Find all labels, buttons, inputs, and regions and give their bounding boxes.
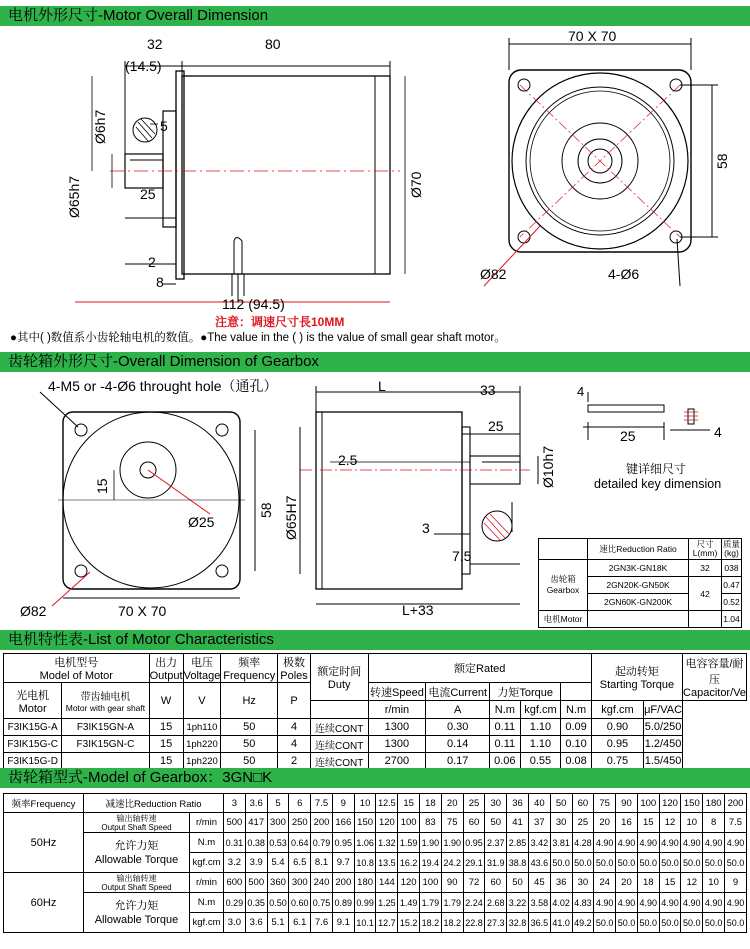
gb-ratio-cell: 12.5 — [376, 794, 398, 813]
mc-u-hz: Hz — [221, 683, 278, 719]
mc-h-speed: 转速Speed — [368, 683, 426, 701]
gb-ratio-cell: 150 — [681, 794, 703, 813]
gb-nm-cell: 3.42 — [528, 833, 550, 853]
gb-kgf-cell: 50.0 — [594, 913, 616, 933]
gb-freq-cell: 50Hz — [4, 813, 84, 873]
mc-u-kgf2: kgf.cm — [591, 701, 643, 719]
gb-kgf-cell: 3.9 — [245, 853, 267, 873]
gb-dim-L: L — [378, 378, 386, 394]
mc-u-w: W — [149, 683, 183, 719]
gb-speed-cell: 120 — [398, 873, 420, 893]
dim-4-6: 4-Ø6 — [608, 266, 640, 282]
gb-ratio-cell: 7.5 — [311, 794, 333, 813]
gb-kgf-cell: 5.4 — [267, 853, 289, 873]
gb-speed-cell: 16 — [616, 813, 638, 833]
gb-ratio-cell: 40 — [528, 794, 550, 813]
dim-70-dia: Ø70 — [408, 171, 424, 198]
gb-speed-cell: 180 — [354, 873, 376, 893]
gb-speed-cell: 20 — [594, 813, 616, 833]
gb-speed-cell: 417 — [245, 813, 267, 833]
gb-nm-cell: 4.90 — [724, 893, 746, 913]
gb-nm-cell: 0.38 — [245, 833, 267, 853]
gb-nm-cell: 0.29 — [224, 893, 246, 913]
gb-ratio-cell: 60 — [572, 794, 594, 813]
mc-h-voltage: 电压 Voltage — [183, 654, 221, 683]
mc-u-v: V — [183, 683, 221, 719]
gb-kgf-cell: 43.6 — [528, 853, 550, 873]
dim-5: 5 — [160, 118, 168, 134]
gb-ratio-cell: 100 — [637, 794, 659, 813]
gb-torque-label: 允许力矩 Allowable Torque — [84, 893, 190, 933]
gb-nm-cell: 4.83 — [572, 893, 594, 913]
gb-kgf-cell: 9.1 — [332, 913, 354, 933]
gb-nm-cell: 3.22 — [507, 893, 529, 913]
section-title-motor-characteristics: 电机特性表-List of Motor Characteristics — [0, 630, 750, 650]
gb-kgf-cell: 50.0 — [703, 913, 725, 933]
gb-speed-cell: 150 — [354, 813, 376, 833]
gb-speed-cell: 18 — [637, 873, 659, 893]
gb-kgf-cell: 18.2 — [441, 913, 463, 933]
gb-kgf-cell: 6.1 — [289, 913, 311, 933]
dim-112: 112 (94.5) — [222, 296, 285, 312]
gb-kgf-cell: 49.2 — [572, 913, 594, 933]
gb-dim-70x70: 70 X 70 — [118, 603, 167, 619]
gb-ratio-cell: 36 — [507, 794, 529, 813]
gb-nm-cell: 4.90 — [594, 833, 616, 853]
spec-h-size: 尺寸 L(mm) — [689, 539, 722, 560]
gb-kgf-cell: 7.6 — [311, 913, 333, 933]
gb-dim-L33: L+33 — [402, 602, 434, 618]
key-detail-en: detailed key dimension — [594, 477, 722, 491]
gb-nm-cell: 0.64 — [289, 833, 311, 853]
gb-kgf-cell: 50.0 — [637, 853, 659, 873]
gb-nm-cell: 1.90 — [420, 833, 442, 853]
gb-speed-cell: 30 — [572, 873, 594, 893]
gb-nm-cell: 1.32 — [376, 833, 398, 853]
gb-nm-cell: 0.53 — [267, 833, 289, 853]
gb-dim-25-dia: Ø25 — [188, 514, 215, 530]
spec-ratio-2: 2GN20K-GN50K — [588, 577, 689, 594]
gb-speed-label: 输出轴转速 Output Shaft Speed — [84, 813, 190, 833]
gb-unit-kgf: kgf.cm — [190, 853, 224, 873]
gb-nm-cell: 0.79 — [311, 833, 333, 853]
gb-kgf-cell: 3.2 — [224, 853, 246, 873]
spec-ratio-1: 2GN3K-GN18K — [588, 560, 689, 577]
gb-nm-cell: 2.85 — [507, 833, 529, 853]
spec-h-weight: 质量 (kg) — [723, 539, 741, 558]
gb-dim-82: Ø82 — [20, 603, 47, 619]
gb-ratio-cell: 5 — [267, 794, 289, 813]
mc-h-frequency: 频率 Frequency — [221, 654, 278, 683]
gb-ratio-cell: 25 — [463, 794, 485, 813]
gb-speed-cell: 200 — [311, 813, 333, 833]
mc-u-a: A — [426, 701, 490, 719]
section-title-motor-dimension: 电机外形尺寸-Motor Overall Dimension — [0, 6, 750, 26]
gb-ratio-cell: 15 — [398, 794, 420, 813]
gb-nm-cell: 0.31 — [224, 833, 246, 853]
gb-kgf-cell: 16.2 — [398, 853, 420, 873]
gb-ratio-cell: 6 — [289, 794, 311, 813]
gb-speed-cell: 100 — [420, 873, 442, 893]
gb-kgf-cell: 12.7 — [376, 913, 398, 933]
gb-unit-nm: N.m — [190, 893, 224, 913]
gb-nm-cell: 1.79 — [420, 893, 442, 913]
key-detail-cn: 键详细尺寸 — [626, 462, 687, 476]
gb-speed-cell: 41 — [507, 813, 529, 833]
gb-speed-cell: 600 — [224, 873, 246, 893]
mc-u-p: P — [278, 683, 311, 719]
gb-speed-cell: 9 — [724, 873, 746, 893]
gb-nm-cell: 4.90 — [637, 893, 659, 913]
gb-speed-cell: 20 — [616, 873, 638, 893]
gb-speed-cell: 144 — [376, 873, 398, 893]
dim-6h7: Ø6h7 — [92, 109, 108, 144]
mc-h-optical: 光电机 Motor — [4, 683, 62, 719]
gb-kgf-cell: 50.0 — [681, 853, 703, 873]
mc-row: F3IK15G-D 15 1ph220 50 2 连续CONT 2700 0.17 0.06 0.55 0.08 0.75 1.5/450 — [4, 753, 747, 770]
gb-ratio-cell: 20 — [441, 794, 463, 813]
gb-speed-cell: 12 — [681, 873, 703, 893]
gb-nm-cell: 1.25 — [376, 893, 398, 913]
bracket-value-note: ●其中( )数值系小齿轮轴电机的数值。●The value in the ( ) is the value of small gear shaft motor。 — [10, 332, 506, 344]
gb-nm-cell: 4.90 — [681, 833, 703, 853]
gb-speed-cell: 250 — [289, 813, 311, 833]
spec-w-3: 0.52 — [722, 594, 742, 611]
mc-h-output: 出力 Output — [149, 654, 183, 683]
gb-ratio-cell: 50 — [550, 794, 572, 813]
gb-kgf-cell: 15.2 — [398, 913, 420, 933]
gb-speed-cell: 30 — [550, 813, 572, 833]
gb-ratio-cell: 180 — [703, 794, 725, 813]
gb-dim-15: 15 — [94, 478, 110, 494]
gb-speed-label: 输出轴转速 Output Shaft Speed — [84, 873, 190, 893]
dim-14-5: (14.5) — [125, 58, 162, 74]
gb-nm-cell: 0.60 — [289, 893, 311, 913]
dim-80: 80 — [265, 36, 281, 52]
gb-nm-cell: 4.28 — [572, 833, 594, 853]
gb-kgf-cell: 10.8 — [354, 853, 376, 873]
gb-speed-cell: 36 — [550, 873, 572, 893]
gb-nm-cell: 0.35 — [245, 893, 267, 913]
gb-speed-cell: 50 — [507, 873, 529, 893]
spec-motor-w: 1.04 — [722, 611, 742, 628]
gb-nm-cell: 0.95 — [332, 833, 354, 853]
gb-ratio-row — [4, 794, 747, 813]
gb-unit-rmin: r/min — [190, 813, 224, 833]
gb-torque-nm-row — [4, 833, 747, 853]
spec-gearbox-label: 齿轮箱 Gearbox — [539, 560, 588, 611]
gb-speed-cell: 75 — [441, 813, 463, 833]
gb-kgf-cell: 31.9 — [485, 853, 507, 873]
gb-dim-2-5: 2.5 — [338, 452, 358, 468]
gb-nm-cell: 2.68 — [485, 893, 507, 913]
gb-unit-nm: N.m — [190, 833, 224, 853]
key-dim-25: 25 — [620, 428, 636, 444]
gb-freq-cell: 60Hz — [4, 873, 84, 933]
gb-ratio-cell: 18 — [420, 794, 442, 813]
gb-speed-cell: 90 — [441, 873, 463, 893]
gb-kgf-cell: 50.0 — [659, 913, 681, 933]
spec-ratio-3: 2GN60K-GN200K — [588, 594, 689, 611]
gb-nm-cell: 4.90 — [659, 893, 681, 913]
gb-ratio-cell: 9 — [332, 794, 354, 813]
gb-speed-cell: 120 — [376, 813, 398, 833]
mc-h-poles: 极数 Poles — [278, 654, 311, 683]
gb-nm-cell: 0.75 — [311, 893, 333, 913]
mc-h-gearshaft: 带齿轴电机 Motor with gear shaft — [62, 683, 149, 719]
motor-characteristics-table — [3, 653, 747, 770]
gb-speed-cell: 100 — [398, 813, 420, 833]
mc-h-rated: 额定Rated — [368, 654, 591, 683]
spec-motor-label: 电机Motor — [539, 611, 588, 628]
gb-ratio-cell: 75 — [594, 794, 616, 813]
gb-speed-cell: 25 — [572, 813, 594, 833]
gb-kgf-cell: 50.0 — [616, 913, 638, 933]
gb-freq-label: 频率Frequency — [4, 794, 84, 813]
mc-u-nm: N.m — [490, 701, 521, 719]
mc-u-kgf: kgf.cm — [520, 701, 561, 719]
dim-2: 2 — [148, 254, 156, 270]
gb-kgf-cell: 29.1 — [463, 853, 485, 873]
gb-kgf-cell: 36.5 — [528, 913, 550, 933]
gb-ratio-cell: 3 — [224, 794, 246, 813]
gb-nm-cell: 1.06 — [354, 833, 376, 853]
dim-8: 8 — [156, 274, 164, 290]
gb-nm-cell: 4.90 — [681, 893, 703, 913]
gb-speed-cell: 10 — [703, 873, 725, 893]
mc-h-model: 电机型号 Model of Motor — [4, 654, 150, 683]
gb-nm-cell: 4.90 — [659, 833, 681, 853]
gb-kgf-cell: 5.1 — [267, 913, 289, 933]
dim-58: 58 — [714, 153, 730, 169]
gb-speed-row — [4, 813, 747, 833]
gb-speed-cell: 60 — [463, 813, 485, 833]
gb-kgf-cell: 19.4 — [420, 853, 442, 873]
gb-nm-cell: 0.50 — [267, 893, 289, 913]
gb-ratio-cell: 200 — [724, 794, 746, 813]
gb-nm-cell: 2.24 — [463, 893, 485, 913]
gb-nm-cell: 4.90 — [616, 893, 638, 913]
mc-h-duty: 额定时间 Duty — [310, 654, 368, 701]
speed-control-note: 注意：调速尺寸長10MM — [215, 315, 345, 329]
gb-speed-cell: 60 — [485, 873, 507, 893]
gb-kgf-cell: 32.8 — [507, 913, 529, 933]
dim-65h7: Ø65h7 — [66, 175, 82, 218]
gb-kgf-cell: 9.7 — [332, 853, 354, 873]
gb-speed-cell: 7.5 — [724, 813, 746, 833]
gb-ratio-cell: 90 — [616, 794, 638, 813]
gb-kgf-cell: 8.1 — [311, 853, 333, 873]
gb-nm-cell: 3.81 — [550, 833, 572, 853]
gb-dim-33: 33 — [480, 382, 496, 398]
spec-w-2: 0.47 — [722, 577, 742, 594]
dim-70x70: 70 X 70 — [568, 28, 617, 44]
key-dim-4b: 4 — [714, 424, 722, 440]
gb-kgf-cell: 50.0 — [550, 853, 572, 873]
gb-dim-65H7: Ø65H7 — [283, 495, 299, 540]
gb-kgf-cell: 50.0 — [637, 913, 659, 933]
gb-speed-cell: 15 — [659, 873, 681, 893]
mc-u-nm2: N.m — [561, 701, 592, 719]
gb-speed-cell: 83 — [420, 813, 442, 833]
gb-kgf-cell: 22.8 — [463, 913, 485, 933]
gb-speed-cell: 45 — [528, 873, 550, 893]
gb-kgf-cell: 18.2 — [420, 913, 442, 933]
motor-dimension-panel — [0, 26, 750, 346]
gb-kgf-cell: 50.0 — [724, 853, 746, 873]
gb-nm-cell: 4.90 — [637, 833, 659, 853]
mc-u-uf: μF/VAC — [644, 701, 683, 719]
gb-torque-label: 允许力矩 Allowable Torque — [84, 833, 190, 873]
mc-h-torque: 力矩Torque — [490, 683, 561, 701]
gb-ratio-cell: 120 — [659, 794, 681, 813]
gb-speed-cell: 50 — [485, 813, 507, 833]
gb-kgf-cell: 41.0 — [550, 913, 572, 933]
mc-h-starting: 起动转矩 Starting Torque — [591, 654, 682, 701]
mc-row: F3IK15G-A F3IK15GN-A 15 1ph110 50 4 连续CONT 1300 0.30 0.11 1.10 0.09 0.90 5.0/250 — [4, 719, 747, 736]
mc-h-current: 电流Current — [426, 683, 490, 701]
mc-row: F3IK15G-C F3IK15GN-C 15 1ph220 50 4 连续CONT 1300 0.14 0.11 1.10 0.10 0.95 1.2/450 — [4, 736, 747, 753]
gb-nm-cell: 1.49 — [398, 893, 420, 913]
gearbox-spec-table — [538, 538, 742, 628]
dim-82: Ø82 — [480, 266, 507, 282]
gb-dim-10h7: Ø10h7 — [540, 445, 556, 488]
gb-speed-cell: 24 — [594, 873, 616, 893]
gb-kgf-cell: 50.0 — [681, 913, 703, 933]
gb-speed-cell: 8 — [703, 813, 725, 833]
spec-l-2: 42 — [689, 577, 722, 611]
motor-drawing — [0, 26, 750, 346]
gb-kgf-cell: 3.6 — [245, 913, 267, 933]
gb-kgf-cell: 50.0 — [703, 853, 725, 873]
gb-dim-25: 25 — [488, 418, 504, 434]
gb-unit-rmin: r/min — [190, 873, 224, 893]
gearbox-dimension-panel — [0, 372, 750, 628]
gb-nm-cell: 1.90 — [441, 833, 463, 853]
gb-ratio-cell: 10 — [354, 794, 376, 813]
gb-kgf-cell: 24.2 — [441, 853, 463, 873]
gb-dim-3: 3 — [422, 520, 430, 536]
gb-kgf-cell: 50.0 — [616, 853, 638, 873]
gb-nm-cell: 4.02 — [550, 893, 572, 913]
spec-l-1: 32 — [689, 560, 722, 577]
gb-dim-58: 58 — [258, 502, 274, 518]
gb-nm-cell: 4.90 — [703, 833, 725, 853]
gb-nm-cell: 1.59 — [398, 833, 420, 853]
gb-speed-cell: 360 — [267, 873, 289, 893]
gb-nm-cell: 0.95 — [463, 833, 485, 853]
gb-speed-cell: 37 — [528, 813, 550, 833]
gb-speed-cell: 300 — [289, 873, 311, 893]
gb-torque-nm-row — [4, 893, 747, 913]
gb-speed-cell: 300 — [267, 813, 289, 833]
spec-h-ratio: 速比Reduction Ratio — [588, 539, 689, 560]
gearbox-model-table — [3, 793, 747, 933]
gb-speed-cell: 166 — [332, 813, 354, 833]
hole-note: 4-M5 or -4-Ø6 throught hole（通孔） — [48, 378, 278, 394]
section-title-gearbox-dimension: 齿轮箱外形尺寸-Overall Dimension of Gearbox — [0, 352, 750, 372]
gb-speed-cell: 500 — [245, 873, 267, 893]
dim-25: 25 — [140, 186, 156, 202]
key-dim-4a: 4 — [577, 384, 585, 399]
gb-kgf-cell: 50.0 — [594, 853, 616, 873]
gb-nm-cell: 3.58 — [528, 893, 550, 913]
gb-speed-cell: 240 — [311, 873, 333, 893]
section-title-gearbox-model: 齿轮箱型式-Model of Gearbox：3GN□K — [0, 768, 750, 788]
gb-kgf-cell: 10.1 — [354, 913, 376, 933]
gb-nm-cell: 4.90 — [724, 833, 746, 853]
spec-w-1: 038 — [722, 560, 742, 577]
gb-nm-cell: 1.79 — [441, 893, 463, 913]
gb-speed-row — [4, 873, 747, 893]
gb-nm-cell: 4.90 — [594, 893, 616, 913]
gb-kgf-cell: 50.0 — [724, 913, 746, 933]
gb-kgf-cell: 50.0 — [572, 853, 594, 873]
gb-kgf-cell: 50.0 — [659, 853, 681, 873]
gb-ratio-label: 减速比Reduction Ratio — [84, 794, 224, 813]
gb-nm-cell: 4.90 — [616, 833, 638, 853]
gb-speed-cell: 500 — [224, 813, 246, 833]
gb-kgf-cell: 6.5 — [289, 853, 311, 873]
mc-u-rmin: r/min — [368, 701, 426, 719]
gb-ratio-cell: 3.6 — [245, 794, 267, 813]
gb-speed-cell: 15 — [637, 813, 659, 833]
gb-nm-cell: 0.89 — [332, 893, 354, 913]
gb-kgf-cell: 38.8 — [507, 853, 529, 873]
gb-speed-cell: 72 — [463, 873, 485, 893]
mc-h-capacitor: 电容容量/耐压 Capacitor/Ve — [683, 654, 747, 701]
gb-speed-cell: 12 — [659, 813, 681, 833]
gb-speed-cell: 10 — [681, 813, 703, 833]
gb-speed-cell: 200 — [332, 873, 354, 893]
gb-kgf-cell: 3.0 — [224, 913, 246, 933]
dim-32: 32 — [147, 36, 163, 52]
gb-ratio-cell: 30 — [485, 794, 507, 813]
gb-dim-7-5: 7.5 — [452, 548, 472, 564]
gb-nm-cell: 2.37 — [485, 833, 507, 853]
gb-kgf-cell: 13.5 — [376, 853, 398, 873]
gb-unit-kgf: kgf.cm — [190, 913, 224, 933]
gb-nm-cell: 4.90 — [703, 893, 725, 913]
gb-nm-cell: 0.99 — [354, 893, 376, 913]
gb-kgf-cell: 27.3 — [485, 913, 507, 933]
